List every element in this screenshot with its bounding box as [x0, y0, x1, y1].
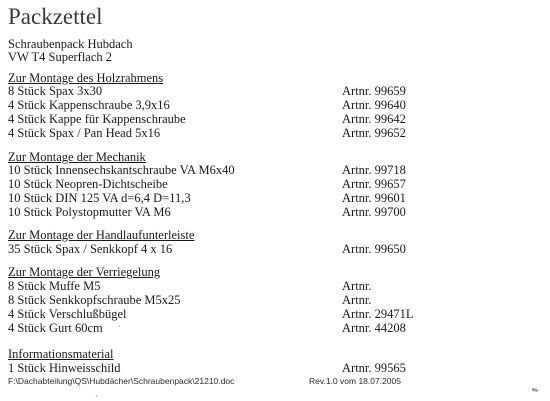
list-item: [8, 321, 548, 335]
section-heading-verriegelung: Zur Montage der Verriegelung: [8, 265, 161, 279]
subtitle-vehicle: VW T4 Superflach 2: [8, 50, 113, 64]
section-heading-mechanik: Zur Montage der Mechanik: [8, 150, 146, 164]
scan-speck: ·: [95, 392, 98, 401]
item-article-number: Artnr. 99652: [342, 126, 406, 140]
item-description: 4 Stück Gurt 60cm: [8, 321, 103, 335]
item-description: 8 Stück Spax 3x30: [8, 84, 103, 98]
item-article-number: Artnr. 99565: [342, 361, 406, 375]
item-article-number: Artnr. 44208: [342, 321, 406, 335]
scan-speck: ·: [118, 322, 121, 331]
list-item: [8, 293, 548, 307]
item-description: 4 Stück Kappenschraube 3,9x16: [8, 98, 170, 112]
item-article-number: Artnr. 99640: [342, 98, 406, 112]
item-description: 10 Stück DIN 125 VA d=6,4 D=11,3: [8, 191, 191, 205]
item-description: 10 Stück Innensechskantschraube VA M6x40: [8, 163, 235, 177]
document-title: Packzettel: [8, 4, 103, 29]
item-article-number: Artnr.: [342, 293, 372, 307]
list-item: [8, 191, 548, 205]
scan-speck: ✎: [530, 384, 541, 397]
list-item: [8, 242, 548, 256]
item-description: 10 Stück Neopren-Dichtscheibe: [8, 177, 168, 191]
item-article-number: Artnr. 29471L: [342, 307, 414, 321]
item-description: 1 Stück Hinweisschild: [8, 361, 121, 375]
list-item: [8, 205, 548, 219]
item-description: 10 Stück Polystopmutter VA M6: [8, 205, 171, 219]
subtitle-product: Schraubenpack Hubdach: [8, 37, 133, 51]
list-item: [8, 361, 548, 375]
list-item: [8, 126, 548, 140]
list-item: [8, 177, 548, 191]
item-article-number: Artnr. 99642: [342, 112, 406, 126]
item-article-number: Artnr. 99659: [342, 84, 406, 98]
file-path: F:\Dachabteilung\QS\Hubdächer\Schraubenpack\21210.doc: [8, 376, 235, 386]
section-heading-informationsmaterial: Informationsmaterial: [8, 347, 114, 361]
list-item: [8, 112, 548, 126]
item-description: 8 Stück Senkkopfschraube M5x25: [8, 293, 181, 307]
list-item: [8, 84, 548, 98]
item-description: 4 Stück Spax / Pan Head 5x16: [8, 126, 161, 140]
item-article-number: Artnr. 99650: [342, 242, 406, 256]
item-description: 8 Stück Muffe M5: [8, 279, 101, 293]
section-heading-holzrahmen: Zur Montage des Holzrahmens: [8, 71, 164, 85]
list-item: [8, 279, 548, 293]
list-item: [8, 98, 548, 112]
revision-note: Rev.1.0 vom 18.07.2005: [309, 376, 401, 386]
list-item: [8, 307, 548, 321]
item-article-number: Artnr. 99718: [342, 163, 406, 177]
item-article-number: Artnr. 99601: [342, 191, 406, 205]
item-article-number: Artnr. 99700: [342, 205, 406, 219]
item-description: 4 Stück Verschlußbügel: [8, 307, 127, 321]
document-footer: [8, 376, 401, 386]
item-article-number: Artnr. 99657: [342, 177, 406, 191]
section-heading-handlaufunterleiste: Zur Montage der Handlaufunterleiste: [8, 228, 195, 242]
item-description: 4 Stück Kappe für Kappenschraube: [8, 112, 186, 126]
list-item: [8, 163, 548, 177]
item-article-number: Artnr.: [342, 279, 372, 293]
item-description: 35 Stück Spax / Senkkopf 4 x 16: [8, 242, 173, 256]
